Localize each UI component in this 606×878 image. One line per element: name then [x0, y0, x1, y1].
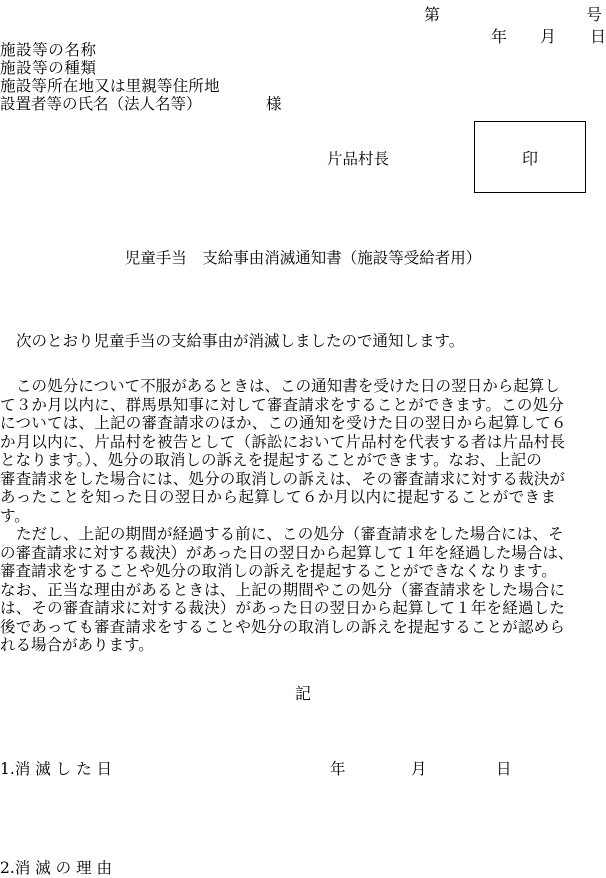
- issue-date-month: 月: [540, 27, 557, 46]
- extinction-date-label: 1.消 滅 し た 日: [0, 760, 112, 778]
- appeal-line: か月以内に、片品村を被告として（訴訟において片品村を代表する者は片品村長: [0, 432, 566, 451]
- appeal-line: れる場合があります。: [0, 636, 154, 654]
- appeal-line: については、上記の審査請求のほか、この通知を受けた日の翌日から起算して６: [0, 414, 567, 432]
- facility-address-label: 施設等所在地又は里親等住所地: [0, 77, 220, 95]
- appeal-line: 審査請求をすることや処分の取消しの訴えを提起することができなくなります。: [0, 562, 557, 580]
- seal-mark: 印: [521, 148, 538, 168]
- extinction-date-month: 月: [411, 760, 427, 778]
- appeal-line: は、その審査請求に対する裁決）があった日の翌日から起算して１年を経過した: [0, 599, 566, 617]
- appeal-line: となります。）、処分の取消しの訴えを提起することができます。なお、上記の: [0, 451, 542, 469]
- issuer-name: 片品村長: [327, 150, 390, 168]
- honorific-sama: 様: [266, 95, 282, 113]
- extinction-date-year: 年: [330, 760, 346, 778]
- appeal-notice: [0, 377, 606, 655]
- appeal-line: 後であっても審査請求をすることや処分の取消しの訴えを提起することが認めら: [0, 617, 566, 636]
- appeal-line: す。: [0, 506, 30, 525]
- facility-name-label: 施設等の名称: [0, 41, 97, 59]
- appeal-line: この処分について不服があるときは、この通知書を受けた日の翌日から起算し: [16, 377, 560, 395]
- extinction-date-day: 日: [496, 760, 512, 778]
- appeal-line: 審査請求をした場合には、処分の取消しの訴えは、その審査請求に対する裁決が: [0, 469, 566, 488]
- ki-heading: 記: [294, 684, 311, 703]
- extinction-reason-label: 2.消 滅 の 理 由: [0, 859, 112, 877]
- appeal-line: の審査請求に対する裁決）があった日の翌日から起算して１年を経過した場合は、: [0, 543, 574, 562]
- document-number-prefix: 第: [424, 5, 441, 24]
- document-number-suffix: 号: [586, 5, 603, 24]
- seal-box: [474, 121, 586, 193]
- appeal-line: ただし、上記の期間が経過する前に、この処分（審査請求をした場合には、そ: [16, 525, 564, 543]
- issue-date-year: 年: [491, 27, 508, 46]
- facility-type-label: 施設等の種類: [0, 59, 97, 77]
- intro-text: 次のとおり児童手当の支給事由が消滅しましたので通知します。: [16, 332, 465, 350]
- founder-name-label: 設置者等の氏名（法人名等）: [0, 95, 202, 113]
- appeal-line: なお、正当な理由があるときは、上記の期間やこの処分（審査請求をした場合に: [0, 580, 566, 599]
- issue-date-day: 日: [590, 27, 606, 46]
- appeal-line: あったことを知った日の翌日から起算して６か月以内に提起することができま: [0, 488, 557, 506]
- appeal-line: て３か月以内に、群馬県知事に対して審査請求をすることができます。この処分: [0, 395, 564, 414]
- document-title: 児童手当 支給事由消滅通知書（施設等受給者用）: [124, 249, 482, 267]
